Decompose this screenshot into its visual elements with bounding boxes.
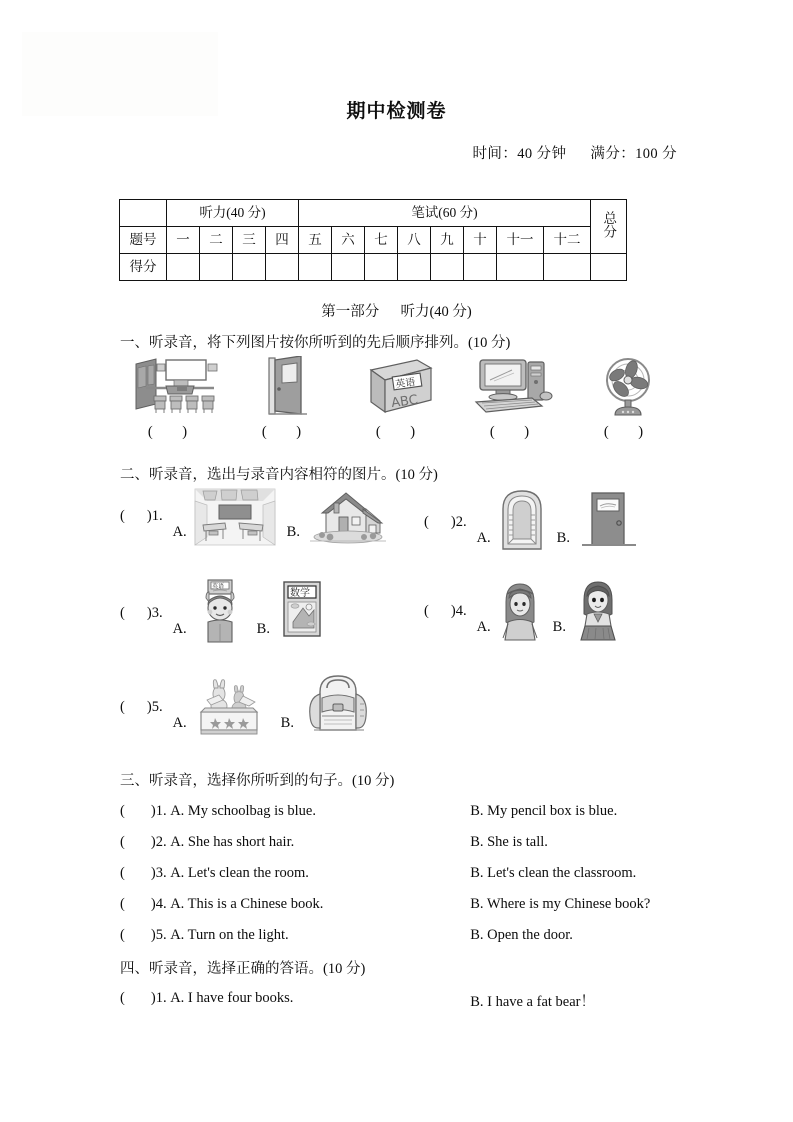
english-book-label-cn: 英语 xyxy=(394,376,417,391)
math-book-icon[interactable] xyxy=(276,578,328,644)
exam-total-label: 满分：100 分 xyxy=(590,146,677,162)
score-cell-12[interactable] xyxy=(544,254,591,281)
text-question-3-3 xyxy=(120,865,680,882)
window-icon[interactable] xyxy=(497,487,547,553)
picture-question-3 xyxy=(120,578,328,644)
score-cell-4[interactable] xyxy=(266,254,299,281)
text-question-3-2-lead[interactable]: ( )2. xyxy=(120,834,167,850)
section-one-picture-row xyxy=(120,356,680,441)
question-number-11: 十一 xyxy=(497,227,544,254)
section-one-header: 一、听录音，将下列图片按你所听到的先后顺序排列。(10 分) xyxy=(120,335,511,351)
text-question-3-5 xyxy=(120,927,680,944)
text-question-3-1-option-b[interactable]: B. My pencil box is blue. xyxy=(470,803,618,819)
score-cell-9[interactable] xyxy=(431,254,464,281)
door-icon[interactable] xyxy=(576,487,640,553)
score-cell-10[interactable] xyxy=(464,254,497,281)
classroom-icon xyxy=(120,356,224,418)
english-book-icon xyxy=(348,356,452,418)
score-cell-total[interactable] xyxy=(591,254,627,281)
question-2-option-a-label[interactable]: A. xyxy=(476,530,491,546)
row-label-score: 得分 xyxy=(120,254,167,281)
text-question-3-4 xyxy=(120,896,680,913)
picture-question-1 xyxy=(120,487,390,547)
score-table-corner-cell xyxy=(120,200,167,227)
question-3-lead[interactable]: ( )3. xyxy=(120,605,163,621)
text-question-3-5-lead[interactable]: ( )5. xyxy=(120,927,167,943)
picture-cell-english-book xyxy=(348,356,452,441)
question-2-option-b-label[interactable]: B. xyxy=(556,530,570,546)
text-question-4-1-option-b[interactable]: B. I have a fat bear！ xyxy=(470,994,595,1010)
math-book-cover-label: 数学 xyxy=(289,588,310,599)
text-question-3-4-option-b[interactable]: B. Where is my Chinese book? xyxy=(470,896,651,912)
answer-paren-1[interactable]: ( ) xyxy=(147,424,201,440)
exam-time-label: 时间：40 分钟 xyxy=(472,146,567,162)
answer-paren-5[interactable]: ( ) xyxy=(603,424,657,440)
text-question-3-1-option-a[interactable]: A. My schoolbag is blue. xyxy=(170,803,316,819)
house-icon[interactable] xyxy=(306,487,390,547)
text-question-3-4-lead[interactable]: ( )4. xyxy=(120,896,167,912)
part-one-heading xyxy=(0,300,793,321)
question-number-6: 六 xyxy=(332,227,365,254)
picture-cell-classroom xyxy=(120,356,224,441)
question-number-3: 三 xyxy=(233,227,266,254)
electric-fan-icon xyxy=(576,356,680,418)
question-number-4: 四 xyxy=(266,227,299,254)
score-cell-11[interactable] xyxy=(497,254,544,281)
question-3-option-a-label[interactable]: A. xyxy=(172,621,187,637)
text-question-4-1-option-a[interactable]: A. I have four books. xyxy=(170,990,294,1006)
answer-paren-4[interactable]: ( ) xyxy=(489,424,543,440)
question-5-option-b-label[interactable]: B. xyxy=(280,715,294,731)
score-cell-3[interactable] xyxy=(233,254,266,281)
question-1-lead[interactable]: ( )1. xyxy=(120,508,163,524)
text-question-3-2-option-a[interactable]: A. She has short hair. xyxy=(170,834,295,850)
open-door-icon xyxy=(234,356,338,418)
score-table-header-row xyxy=(120,200,627,227)
section-two-header: 二、听录音，选出与录音内容相符的图片。(10 分) xyxy=(120,467,438,483)
picture-question-4 xyxy=(424,578,624,642)
question-1-option-a-label[interactable]: A. xyxy=(172,524,187,540)
text-question-3-3-option-b[interactable]: B. Let's clean the classroom. xyxy=(470,865,637,881)
picture-cell-fan xyxy=(576,356,680,441)
backpack-icon[interactable] xyxy=(300,672,376,738)
score-cell-1[interactable] xyxy=(167,254,200,281)
question-number-7: 七 xyxy=(365,227,398,254)
part-one-heading-right: 听力(40 分) xyxy=(400,304,472,320)
english-book-label-en: ABC xyxy=(390,392,419,412)
picture-question-2 xyxy=(424,487,640,553)
text-question-3-1 xyxy=(120,803,680,820)
part-one-heading-left: 第一部分 xyxy=(321,304,380,320)
picture-question-5 xyxy=(120,672,376,738)
question-number-1: 一 xyxy=(167,227,200,254)
girl-short-hair-icon[interactable] xyxy=(572,578,624,642)
question-number-12: 十二 xyxy=(544,227,591,254)
toy-box-icon[interactable] xyxy=(193,676,271,738)
score-cell-5[interactable] xyxy=(299,254,332,281)
text-question-3-3-lead[interactable]: ( )3. xyxy=(120,865,167,881)
total-header-cell: 总分 xyxy=(591,200,627,254)
listening-header-cell: 听力(40 分) xyxy=(167,200,299,227)
page-title: 期中检测卷 xyxy=(346,100,447,122)
question-4-option-a-label[interactable]: A. xyxy=(476,619,491,635)
text-question-4-1 xyxy=(120,990,680,1011)
score-table xyxy=(119,199,627,281)
section-four-header: 四、听录音，选择正确的答语。(10 分) xyxy=(120,961,366,977)
row-label-number: 题号 xyxy=(120,227,167,254)
picture-cell-computer xyxy=(462,356,566,441)
picture-cell-open-door xyxy=(234,356,338,441)
english-book-cover-label: 英语 xyxy=(211,583,224,590)
question-number-9: 九 xyxy=(431,227,464,254)
text-question-3-4-option-a[interactable]: A. This is a Chinese book. xyxy=(170,896,324,912)
score-cell-2[interactable] xyxy=(200,254,233,281)
answer-paren-2[interactable]: ( ) xyxy=(261,424,315,440)
score-cell-7[interactable] xyxy=(365,254,398,281)
score-cell-6[interactable] xyxy=(332,254,365,281)
child-holding-english-book-icon[interactable] xyxy=(193,578,247,644)
text-question-3-5-option-b[interactable]: B. Open the door. xyxy=(470,927,573,943)
text-question-3-3-option-a[interactable]: A. Let's clean the room. xyxy=(170,865,309,881)
score-table-score-row xyxy=(120,254,627,281)
text-question-3-1-lead[interactable]: ( )1. xyxy=(120,803,167,819)
question-4-lead[interactable]: ( )4. xyxy=(424,603,467,619)
text-question-3-2 xyxy=(120,834,680,851)
question-number-5: 五 xyxy=(299,227,332,254)
question-5-option-a-label[interactable]: A. xyxy=(172,715,187,731)
text-question-4-1-lead[interactable]: ( )1. xyxy=(120,990,167,1006)
question-number-8: 八 xyxy=(398,227,431,254)
answer-paren-3[interactable]: ( ) xyxy=(375,424,429,440)
girl-long-hair-icon[interactable] xyxy=(497,578,543,642)
section-three-header: 三、听录音，选择你所听到的句子。(10 分) xyxy=(120,773,395,789)
question-5-lead[interactable]: ( )5. xyxy=(120,699,163,715)
question-3-option-b-label[interactable]: B. xyxy=(256,621,270,637)
classroom-interior-icon[interactable] xyxy=(193,487,277,547)
exam-meta xyxy=(473,142,677,163)
computer-icon xyxy=(462,356,566,418)
score-table-number-row xyxy=(120,227,627,254)
text-question-3-2-option-b[interactable]: B. She is tall. xyxy=(470,834,548,850)
score-cell-8[interactable] xyxy=(398,254,431,281)
question-2-lead[interactable]: ( )2. xyxy=(424,514,467,530)
question-4-option-b-label[interactable]: B. xyxy=(552,619,566,635)
text-question-3-5-option-a[interactable]: A. Turn on the light. xyxy=(170,927,289,943)
question-1-option-b-label[interactable]: B. xyxy=(286,524,300,540)
question-number-2: 二 xyxy=(200,227,233,254)
written-header-cell: 笔试(60 分) xyxy=(299,200,591,227)
question-number-10: 十 xyxy=(464,227,497,254)
